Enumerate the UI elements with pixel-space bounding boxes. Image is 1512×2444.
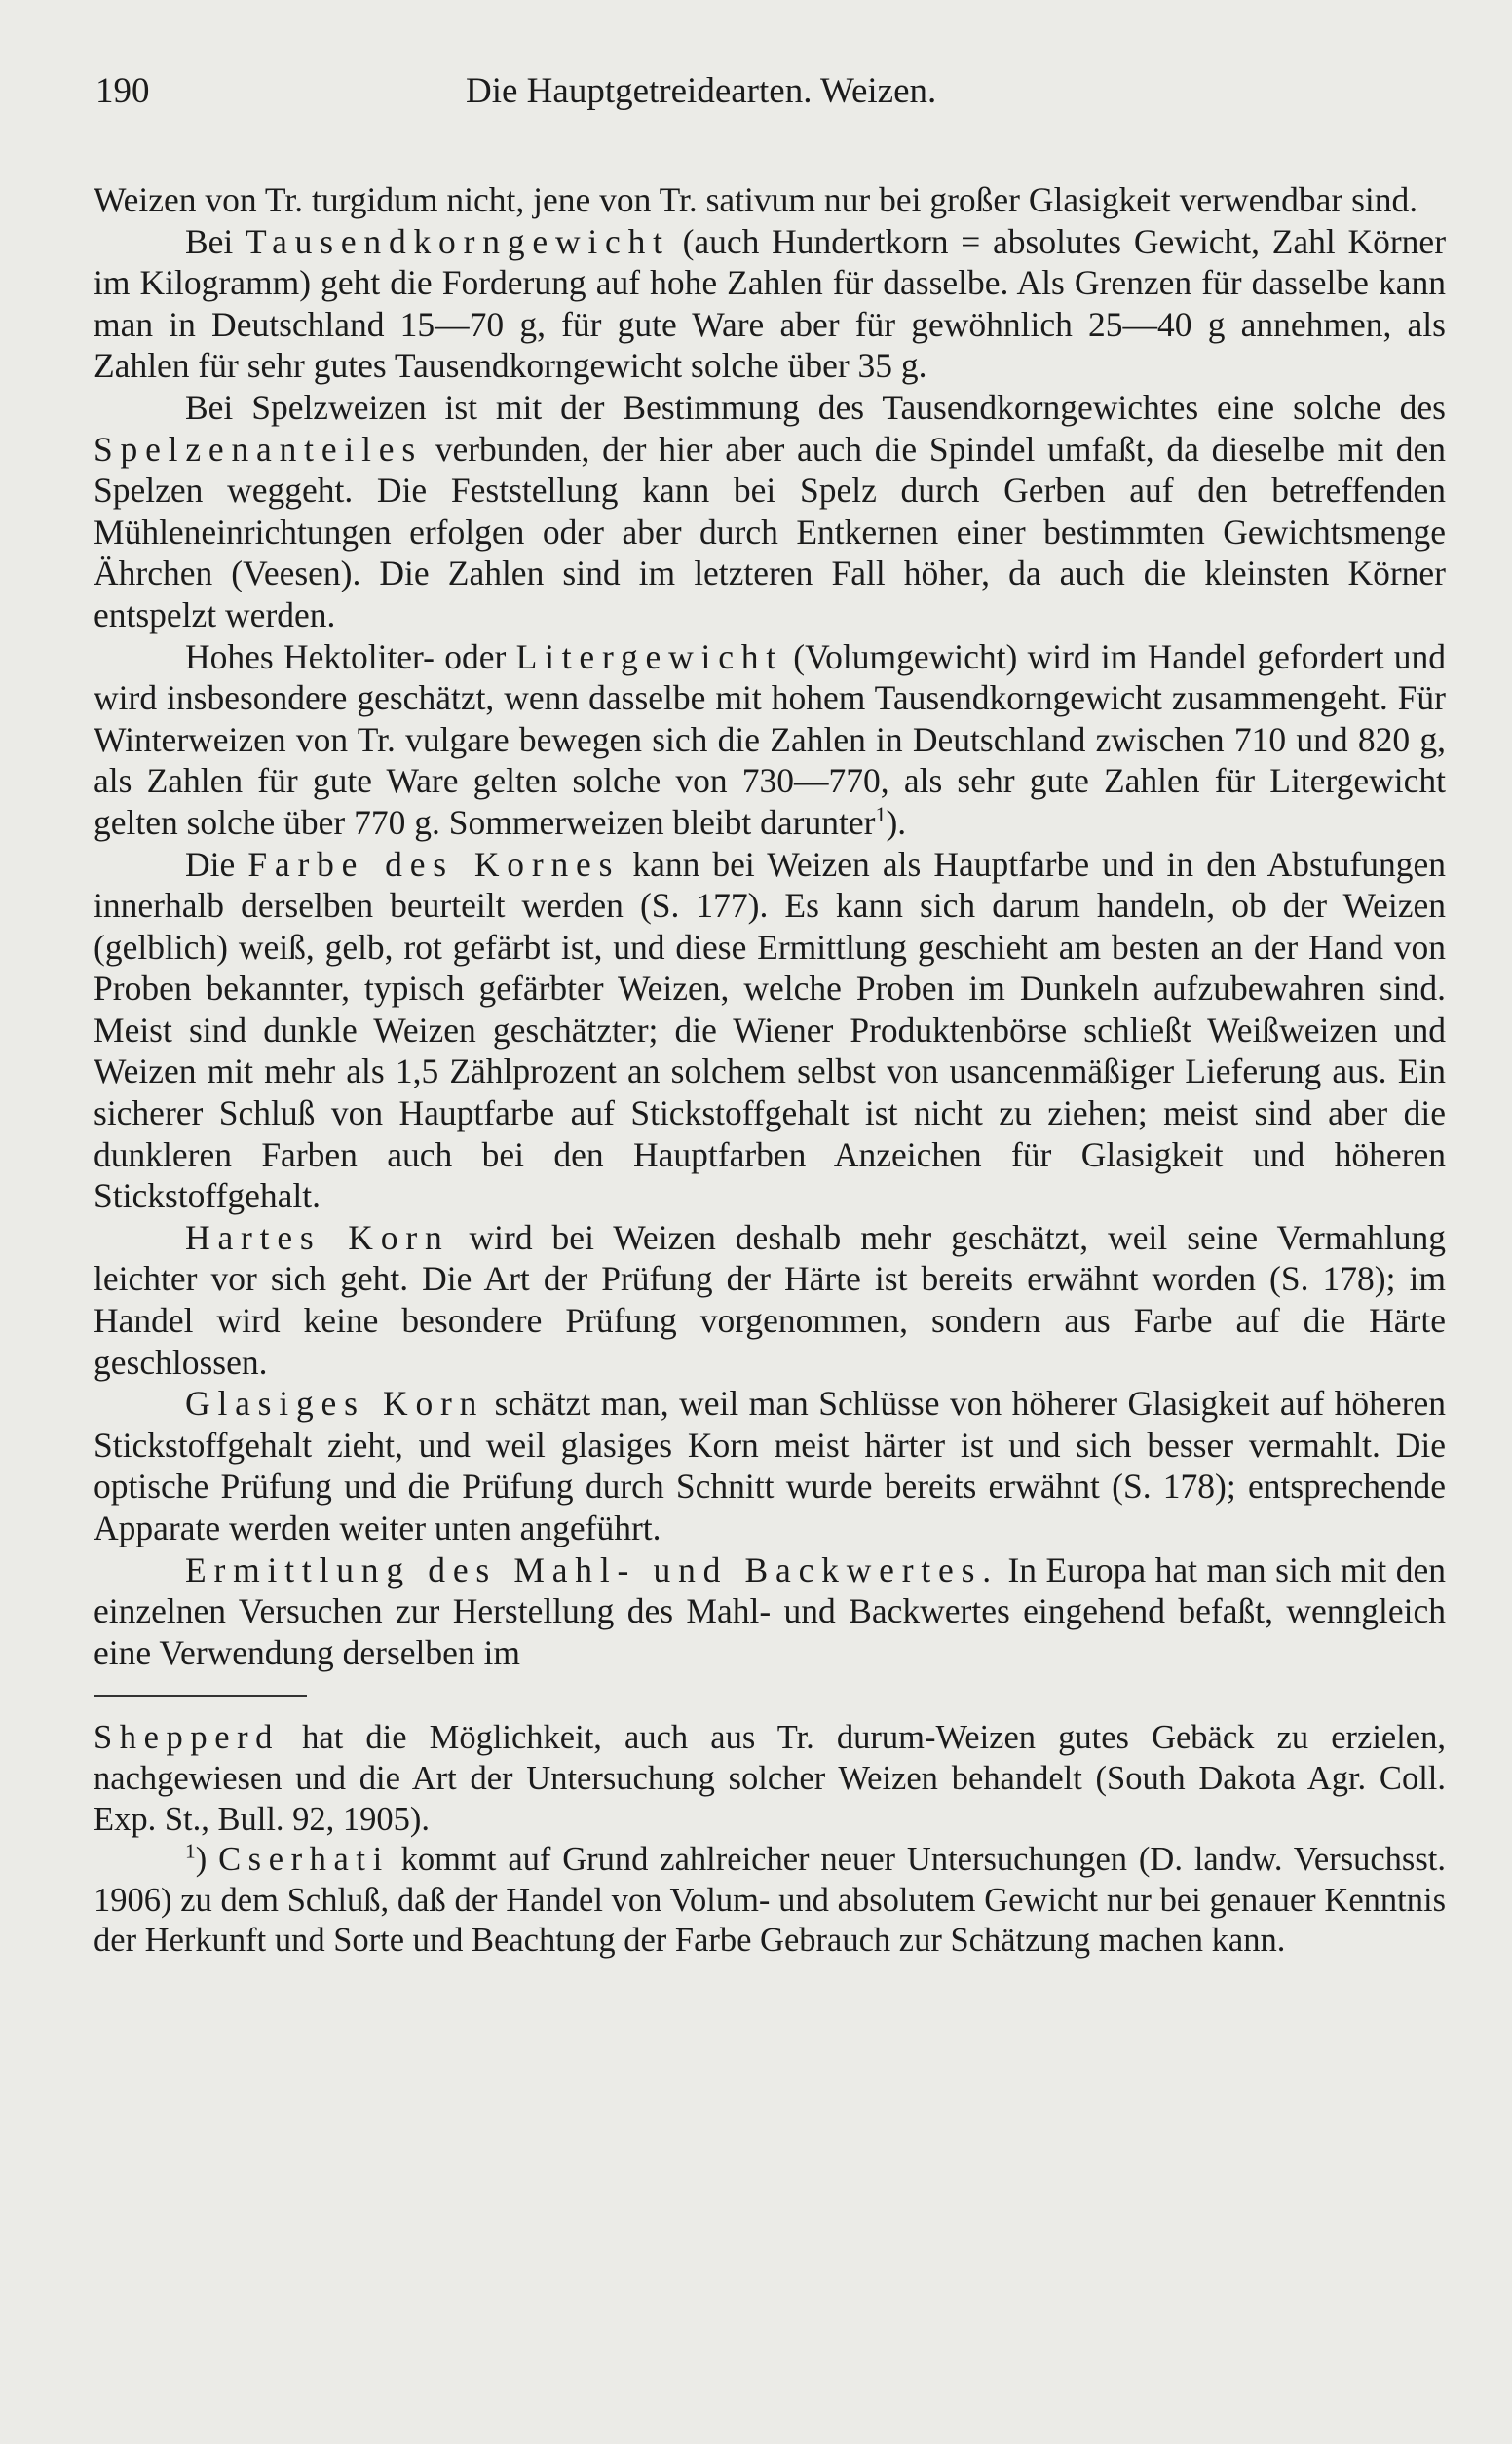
paragraph: Bei Spelzweizen ist mit der Bestimmung des Tausendkorngewichtes eine solche des Spelzenanteiles verbunden, der hier aber auch die Spindel umfaßt, da dieselbe mit den Spelzen weggeht. Die Feststellung kann bei Spelz durch Gerben auf den betreffenden Mühleneinrichtungen erfolgen oder aber durch Entkernen einer bestimmten Gewichtsmenge Ährchen (Veesen). Die Zahlen sind im letzteren Fall höher, da auch die kleinsten Körner entspelzt werden. <box>94 387 1446 634</box>
paragraph: Bei Tausendkorngewicht (auch Hundertkorn = absolutes Gewicht, Zahl Körner im Kilogramm) geht die Forderung auf hohe Zahlen für dasselbe. Als Grenzen für dasselbe kann man in Deutschland 15—70 g, für gute Ware aber für gewöhnlich 25—40 g annehmen, als Zahlen für sehr gutes Tausendkorngewicht solche über 35 g. <box>94 221 1447 386</box>
spaced-term: Hartes Korn <box>185 1217 450 1257</box>
body-text <box>94 179 1446 1673</box>
footnote: $^1$) Cserhati kommt auf Grund zahlreicher neuer Untersuchungen (D. landw. Versuchsst. 1906) zu dem Schluß, daß der Handel von Volum- und absolutem Gewicht nur bei genauer Kenntnis der Herkunft und Sorte und Beachtung der Farbe Gebrauch zur Schätzung machen kann. <box>94 1839 1446 1960</box>
footnote: Shepperd hat die Möglichkeit, auch aus Tr. durum-Weizen gutes Gebäck zu erzielen, nachgewiesen und die Art der Untersuchung solcher Weizen behandelt (South Dakota Agr. Coll. Exp. St., Bull. 92, 1905). <box>94 1719 1446 1838</box>
paragraph: Die Farbe des Kornes kann bei Weizen als Hauptfarbe und in den Abstufungen innerhalb derselben beurteilt werden (S. 177). Es kann sich darum handeln, ob der Weizen (gelblich) weiß, gelb, rot gefärbt ist, und diese Ermittlung geschieht am besten an der Hand von Proben bekannter, typisch gefärbter Weizen, welche Proben im Dunkeln aufzubewahren sind. Meist sind dunkle Weizen geschätzter; die Wiener Produktenbörse schließt Weißweizen und Weizen mit mehr als 1,5 Zählprozent an solchem selbst von usancenmäßiger Lieferung aus. Ein sicherer Schluß von Hauptfarbe auf Stickstoffgehalt ist nicht zu ziehen; meist sind aber die dunkleren Farben auch bei den Hauptfarben Anzeichen für Glasigkeit und höheren Stickstoffgehalt. <box>94 844 1447 1216</box>
spaced-term: Spelzenanteiles <box>94 429 423 469</box>
spaced-term: Tausendkorngewicht <box>246 221 670 261</box>
footnote-marker: 1 <box>185 1839 196 1863</box>
footnote-divider <box>94 1695 307 1697</box>
spaced-term: Glasiges Korn <box>185 1384 485 1424</box>
spaced-term: Shepperd <box>94 1719 281 1757</box>
paragraph: Hartes Korn wird bei Weizen deshalb mehr geschätzt, weil seine Vermahlung leichter vor sich geht. Die Art der Prüfung der Härte ist bereits erwähnt worden (S. 178); im Handel wird keine besondere Prüfung vorgenommen, sondern aus Farbe auf die Härte geschlossen. <box>94 1217 1446 1382</box>
paragraph: Weizen von Tr. turgidum nicht, jene von Tr. sativum nur bei großer Glasigkeit verwendbar sind. <box>94 180 1418 219</box>
paragraph: Glasiges Korn schätzt man, weil man Schlüsse von höherer Glasigkeit auf höheren Stickstoffgehalt zieht, und weil glasiges Korn meist härter ist und sich besser vermahlt. Die optische Prüfung und die Prüfung durch Schnitt wurde bereits erwähnt (S. 178); entsprechende Apparate werden weiter unten angeführt. <box>94 1384 1446 1547</box>
page-header <box>94 68 1446 115</box>
page-number: 190 <box>95 71 150 111</box>
running-title: Die Hauptgetreidearten. Weizen. <box>466 71 937 111</box>
footnote-ref: 1 <box>875 802 887 827</box>
spaced-term: Litergewicht <box>515 636 784 676</box>
paragraph: Ermittlung des Mahl- und Backwertes. In Europa hat man sich mit den einzelnen Versuchen zur Herstellung des Mahl- und Backwertes eingehend befaßt, wenngleich eine Verwendung derselben im <box>94 1549 1447 1672</box>
footnotes <box>94 1718 1446 1962</box>
paragraph: Hohes Hektoliter- oder Litergewicht (Volumgewicht) wird im Handel gefordert und wird insbesondere geschätzt, wenn dasselbe mit hohem Tausendkorngewicht zusammengeht. Für Winterweizen von Tr. vulgare bewegen sich die Zahlen in Deutschland zwischen 710 und 820 g, als Zahlen für gute Ware gelten solche von 730—770, als sehr gute Zahlen für Litergewicht gelten solche über 770 g. Sommerweizen bleibt darunter$^1$). <box>94 636 1446 842</box>
spaced-term: Ermittlung des Mahl- und Backwertes. <box>185 1549 999 1589</box>
spaced-term: Cserhati <box>218 1841 390 1879</box>
spaced-term: Farbe des Kornes <box>247 844 621 884</box>
